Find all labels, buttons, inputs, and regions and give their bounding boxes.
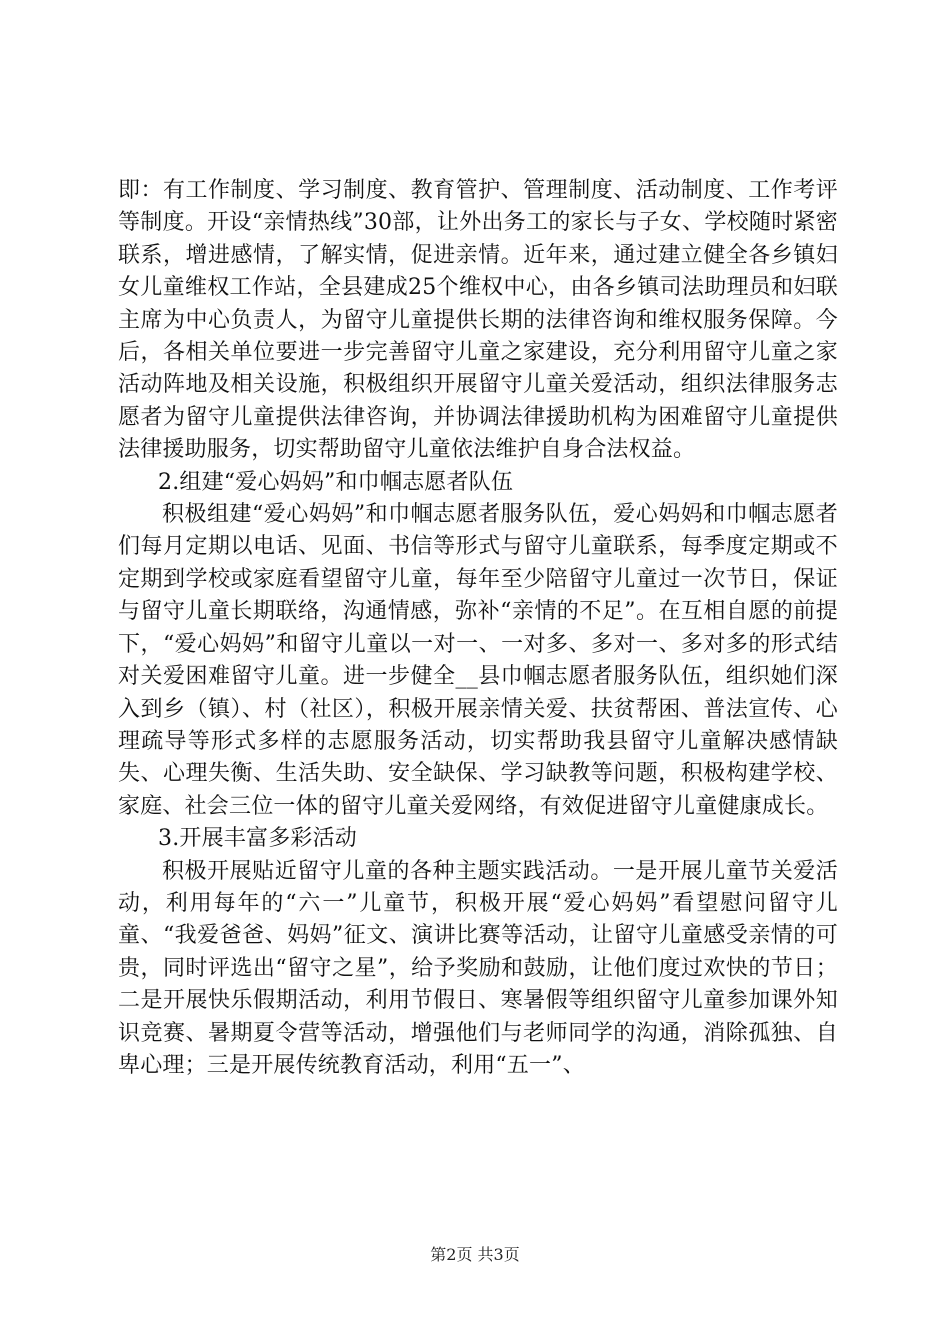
paragraph-activities: 积极开展贴近留守儿童的各种主题实践活动。一是开展儿童节关爱活动，利用每年的“六一”儿童节，积极开展“爱心妈妈”看望慰问留守儿童、“我爱爸爸、妈妈”征文、演讲比赛等活动，让留守儿童感受亲情的可贵，同时评选出“留守之星”，给予奖励和鼓励，让他们度过欢快的节日；二是开展快乐假期活动，利用节假日、寒暑假等组织留守儿童参加课外知识竞赛、暑期夏令营等活动，增强他们与老师同学的沟通，消除孤独、自卑心理；三是开展传统教育活动，利用“五一”、 [118, 858, 838, 1078]
section-heading-3: 3.开展丰富多彩活动 [158, 826, 357, 852]
document-body [118, 175, 838, 1082]
section-heading-2: 2.组建“爱心妈妈”和巾帼志愿者队伍 [158, 469, 514, 495]
page-footer: 第2页 共3页 [430, 1245, 520, 1264]
paragraph-intro: 即：有工作制度、学习制度、教育管护、管理制度、活动制度、工作考评等制度。开设“亲情热线”30部，让外出务工的家长与子女、学校随时紧密联系，增进感情，了解实情，促进亲情。近年来，通过建立健全各乡镇妇女儿童维权工作站，全县建成25个维权中心，由各乡镇司法助理员和妇联主席为中心负责人，为留守儿童提供长期的法律咨询和维权服务保障。今后，各相关单位要进一步完善留守儿童之家建设，充分利用留守儿童之家活动阵地及相关设施，积极组织开展留守儿童关爱活动，组织法律服务志愿者为留守儿童提供法律咨询，并协调法律援助机构为困难留守儿童提供法律援助服务，切实帮助留守儿童依法维护自身合法权益。 [118, 178, 838, 463]
paragraph-volunteers: 积极组建“爱心妈妈”和巾帼志愿者服务队伍，爱心妈妈和巾帼志愿者们每月定期以电话、见面、书信等形式与留守儿童联系，每季度定期或不定期到学校或家庭看望留守儿童，每年至少陪留守儿童过一次节日，保证与留守儿童长期联络，沟通情感，弥补“亲情的不足”。在互相自愿的前提下，“爱心妈妈”和留守儿童以一对一、一对多、多对一、多对多的形式结对关爱困难留守儿童。进一步健全__县巾帼志愿者服务队伍，组织她们深入到乡（镇）、村（社区），积极开展亲情关爱、扶贫帮困、普法宣传、心理疏导等形式多样的志愿服务活动，切实帮助我县留守儿童解决感情缺失、心理失衡、生活失助、安全缺保、学习缺教等问题，积极构建学校、家庭、社会三位一体的留守儿童关爱网络，有效促进留守儿童健康成长。 [118, 502, 838, 819]
